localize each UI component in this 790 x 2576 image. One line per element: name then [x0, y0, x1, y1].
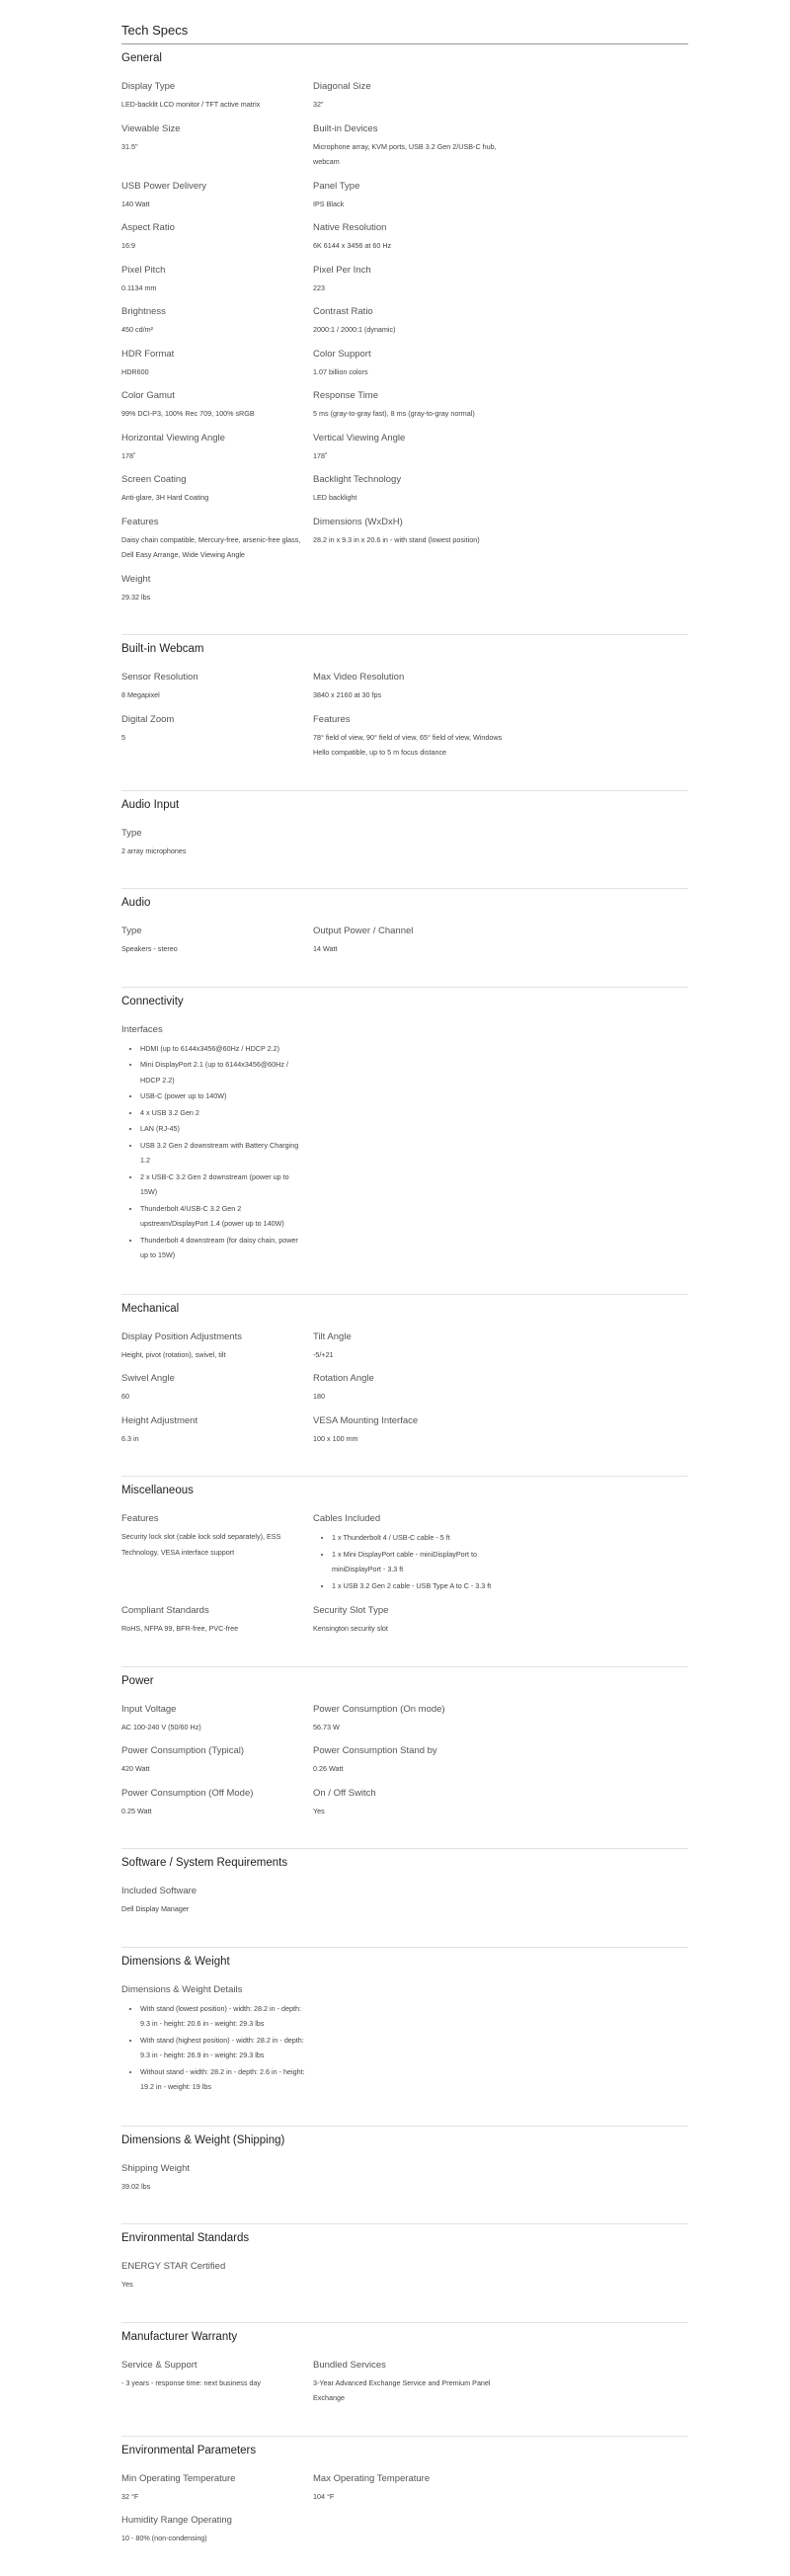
spec-label: Pixel Pitch	[121, 264, 166, 276]
spec-value: 99% DCI-P3, 100% Rec 709, 100% sRGB	[121, 409, 255, 418]
spec-item	[313, 432, 505, 464]
spec-value: 178˚	[313, 450, 328, 460]
spec-label: Type	[121, 827, 142, 839]
spec-label: Power Consumption Stand by	[313, 1745, 437, 1756]
spec-section	[121, 2323, 688, 2437]
spec-value: 29.32 lbs	[121, 592, 151, 602]
section-title: Dimensions & Weight	[121, 1955, 230, 1968]
page-title: Tech Specs	[121, 23, 688, 44]
spec-label: Pixel Per Inch	[313, 264, 371, 276]
spec-label: Contrast Ratio	[313, 306, 373, 317]
spec-value: Yes	[121, 2280, 133, 2289]
list-item: • USB-C (power up to 140W)	[140, 1088, 313, 1104]
spec-item	[313, 264, 505, 296]
spec-value: -5/+21	[313, 1349, 334, 1359]
spec-item	[313, 473, 505, 506]
section-title: Power	[121, 1674, 154, 1687]
spec-grid	[121, 671, 688, 770]
spec-value: 5	[121, 732, 125, 742]
spec-item	[121, 925, 313, 957]
spec-item	[121, 264, 313, 296]
list-item: • With stand (highest position) - width: 28.2 in - depth: 9.3 in - height: 26.9 in - weight: 29.3 lbs	[140, 2033, 313, 2063]
spec-item	[121, 573, 313, 605]
spec-value: 0.25 Watt	[121, 1806, 152, 1815]
list-item: • With stand (lowest position) - width: 28.2 in - depth: 9.3 in - height: 20.6 in - weight: 29.3 lbs	[140, 2001, 313, 2032]
spec-label: Sensor Resolution	[121, 672, 198, 683]
spec-value: 140 Watt	[121, 199, 150, 208]
spec-value: Speakers - stereo	[121, 944, 178, 953]
section-title: Manufacturer Warranty	[121, 2330, 238, 2343]
spec-label: HDR Format	[121, 348, 175, 360]
section-title: Audio Input	[121, 798, 180, 811]
spec-item	[121, 1330, 313, 1363]
spec-section	[121, 2224, 688, 2323]
spec-item	[121, 473, 313, 506]
spec-item	[121, 432, 313, 464]
spec-value: 5 ms (gray-to-gray fast), 8 ms (gray-to-gray normal)	[313, 409, 475, 418]
spec-value: 2 array microphones	[121, 845, 187, 855]
spec-value: 6K 6144 x 3456 at 60 Hz	[313, 241, 392, 250]
spec-section	[121, 889, 688, 988]
spec-value: Height, pivot (rotation), swivel, tilt	[121, 1349, 226, 1359]
spec-value: Microphone array, KVM ports, USB 3.2 Gen 2/USB-C hub, webcam	[313, 141, 497, 166]
spec-label: Rotation Angle	[313, 1373, 374, 1384]
spec-value: 8 Megapixel	[121, 690, 160, 699]
spec-grid	[121, 925, 688, 967]
spec-label: Brightness	[121, 306, 166, 317]
spec-item	[313, 180, 505, 212]
spec-item	[313, 80, 505, 113]
spec-value: 100 x 100 mm	[313, 1433, 358, 1443]
spec-label: Cables Included	[313, 1513, 381, 1524]
spec-list	[121, 1041, 313, 1263]
spec-item	[121, 1983, 313, 2096]
spec-grid	[121, 827, 688, 869]
spec-item	[313, 2472, 505, 2505]
spec-item	[313, 1604, 505, 1637]
spec-value: Daisy chain compatible, Mercury-free, arsenic-free glass, Dell Easy Arrange, Wide Viewing Angle	[121, 534, 301, 559]
spec-item	[121, 1604, 313, 1637]
spec-grid	[121, 80, 688, 614]
spec-grid	[121, 1330, 688, 1457]
spec-label: VESA Mounting Interface	[313, 1414, 419, 1426]
spec-value: 3840 x 2160 at 30 fps	[313, 690, 382, 699]
spec-value: 39.02 lbs	[121, 2181, 151, 2191]
list-item: • 1 x Mini DisplayPort cable - miniDisplayPort to miniDisplayPort - 3.3 ft	[332, 1547, 505, 1577]
spec-section	[121, 988, 688, 1295]
spec-item	[313, 516, 505, 563]
spec-value: 104 °F	[313, 2491, 335, 2501]
spec-value: 60	[121, 1392, 129, 1401]
spec-item	[313, 122, 505, 170]
section-title: Miscellaneous	[121, 1485, 194, 1496]
spec-value: 32 °F	[121, 2491, 139, 2501]
spec-label: Height Adjustment	[121, 1414, 198, 1426]
spec-grid	[121, 1885, 688, 1927]
section-title: Mechanical	[121, 1302, 180, 1315]
section-title: Dimensions & Weight (Shipping)	[121, 2133, 285, 2146]
spec-label: Swivel Angle	[121, 1373, 175, 1384]
spec-item	[313, 348, 505, 380]
spec-item	[121, 1372, 313, 1405]
spec-label: On / Off Switch	[313, 1787, 376, 1799]
spec-value: 180	[313, 1392, 325, 1401]
spec-label: Digital Zoom	[121, 713, 175, 725]
spec-label: Included Software	[121, 1886, 198, 1896]
spec-value: - 3 years - response time: next business day	[121, 2377, 262, 2387]
spec-value: IPS Black	[313, 199, 345, 208]
spec-item	[121, 2359, 313, 2406]
spec-value: Security lock slot (cable lock sold separately), ESS Technology, VESA interface support	[121, 1532, 281, 1557]
spec-value: 450 cd/m²	[121, 325, 153, 334]
spec-item	[121, 1703, 313, 1735]
spec-value: 3-Year Advanced Exchange Service and Premium Panel Exchange	[313, 2377, 491, 2402]
spec-section	[121, 44, 688, 635]
list-item: • 4 x USB 3.2 Gen 2	[140, 1105, 313, 1121]
spec-list	[121, 2001, 313, 2095]
spec-value: 78° field of view, 90° field of view, 65° field of view, Windows Hello compatible, up to 5 m focus distance	[313, 732, 503, 757]
spec-section	[121, 635, 688, 791]
spec-item	[313, 1330, 505, 1363]
spec-item	[121, 348, 313, 380]
spec-value: 31.5"	[121, 141, 138, 151]
spec-label: Display Type	[121, 81, 176, 92]
spec-item	[121, 122, 313, 170]
list-item: • HDMI (up to 6144x3456@60Hz / HDCP 2.2)	[140, 1041, 313, 1057]
spec-value: LED-backlit LCD monitor / TFT active matrix	[121, 100, 261, 109]
spec-label: Input Voltage	[121, 1703, 177, 1715]
spec-label: Viewable Size	[121, 122, 181, 134]
spec-item	[313, 671, 505, 703]
section-title: Software / System Requirements	[121, 1857, 288, 1869]
list-item: • 2 x USB-C 3.2 Gen 2 downstream (power up to 15W)	[140, 1169, 313, 1200]
spec-grid	[121, 1703, 688, 1829]
spec-label: Shipping Weight	[121, 2162, 191, 2174]
spec-value: Yes	[313, 1806, 325, 1815]
list-item: • LAN (RJ-45)	[140, 1121, 313, 1137]
spec-section	[121, 1667, 688, 1850]
spec-label: Display Position Adjustments	[121, 1330, 242, 1342]
spec-item	[121, 713, 313, 761]
spec-label: ENERGY STAR Certified	[121, 2261, 226, 2272]
spec-item	[313, 2359, 505, 2406]
spec-label: Max Operating Temperature	[313, 2472, 431, 2484]
spec-value: 0.1134 mm	[121, 282, 157, 292]
spec-label: Native Resolution	[313, 222, 387, 233]
spec-value: Kensington security slot	[313, 1624, 388, 1633]
spec-item	[313, 1372, 505, 1405]
spec-item	[121, 516, 313, 563]
spec-item	[313, 1512, 505, 1594]
spec-item	[313, 713, 505, 761]
spec-label: Features	[313, 713, 351, 725]
spec-label: Dimensions & Weight Details	[121, 1983, 243, 1995]
spec-value: 56.73 W	[313, 1722, 340, 1731]
list-item: • Mini DisplayPort 2.1 (up to 6144x3456@60Hz / HDCP 2.2)	[140, 1057, 313, 1087]
spec-item	[121, 389, 313, 422]
spec-value: 6.3 in	[121, 1433, 139, 1443]
spec-item	[121, 1414, 313, 1447]
section-title: Environmental Standards	[121, 2232, 250, 2244]
list-item: • 1 x USB 3.2 Gen 2 cable - USB Type A to C - 3.3 ft	[332, 1578, 505, 1594]
spec-grid	[121, 1983, 688, 2106]
spec-label: Horizontal Viewing Angle	[121, 432, 225, 443]
spec-label: Bundled Services	[313, 2359, 386, 2371]
spec-label: Tilt Angle	[313, 1330, 352, 1342]
spec-item	[121, 2162, 313, 2195]
spec-label: Humidity Range Operating	[121, 2515, 232, 2526]
spec-grid	[121, 1023, 688, 1274]
spec-grid	[121, 1512, 688, 1647]
spec-value: LED backlight	[313, 493, 357, 502]
spec-item	[121, 671, 313, 703]
list-item: • Without stand - width: 28.2 in - depth: 2.6 in - height: 19.2 in - weight: 19 lbs	[140, 2064, 313, 2095]
spec-label: Response Time	[313, 390, 379, 401]
spec-section	[121, 1477, 688, 1667]
spec-value: 28.2 in x 9.3 in x 20.6 in - with stand (lowest position)	[313, 534, 480, 544]
spec-item	[121, 1512, 313, 1594]
spec-label: Built-in Devices	[313, 122, 378, 134]
spec-label: Dimensions (WxDxH)	[313, 516, 403, 527]
spec-value: 10 - 80% (non-condensing)	[121, 2534, 207, 2542]
spec-label: Power Consumption (On mode)	[313, 1703, 445, 1715]
spec-label: Type	[121, 926, 142, 936]
spec-grid	[121, 2359, 688, 2416]
spec-label: Power Consumption (Off Mode)	[121, 1787, 254, 1799]
spec-label: Backlight Technology	[313, 474, 402, 485]
spec-label: Interfaces	[121, 1023, 163, 1035]
spec-item	[313, 1414, 505, 1447]
spec-value: Anti-glare, 3H Hard Coating	[121, 493, 209, 502]
list-item: • Thunderbolt 4/USB-C 3.2 Gen 2 upstream/DisplayPort 1.4 (power up to 140W)	[140, 1201, 313, 1232]
section-title: Audio	[121, 897, 151, 909]
spec-list	[313, 1530, 505, 1593]
spec-label: Features	[121, 516, 159, 527]
spec-sections	[121, 44, 688, 2576]
spec-value: Dell Display Manager	[121, 1904, 190, 1913]
spec-label: Aspect Ratio	[121, 222, 175, 233]
spec-label: Compliant Standards	[121, 1605, 209, 1616]
spec-label: Color Support	[313, 348, 371, 360]
spec-label: Vertical Viewing Angle	[313, 432, 406, 443]
spec-grid	[121, 2260, 688, 2302]
spec-value: 223	[313, 282, 325, 292]
spec-item	[121, 221, 313, 254]
spec-value: 2000:1 / 2000:1 (dynamic)	[313, 325, 396, 334]
spec-value: 32"	[313, 100, 324, 109]
spec-value: 14 Watt	[313, 944, 338, 953]
spec-item	[121, 1023, 313, 1264]
spec-section	[121, 1295, 688, 1478]
spec-item	[121, 2260, 313, 2293]
spec-label: Weight	[121, 573, 151, 585]
spec-value: 420 Watt	[121, 1764, 150, 1773]
spec-item	[313, 389, 505, 422]
spec-item	[313, 305, 505, 338]
spec-label: Color Gamut	[121, 390, 175, 401]
spec-section	[121, 1948, 688, 2127]
spec-label: Min Operating Temperature	[121, 2472, 236, 2484]
spec-value: 16:9	[121, 241, 135, 250]
spec-value: HDR600	[121, 366, 149, 376]
spec-label: Max Video Resolution	[313, 672, 405, 683]
spec-value: 0.26 Watt	[313, 1764, 344, 1773]
spec-label: USB Power Delivery	[121, 180, 207, 192]
section-title: General	[121, 52, 162, 64]
spec-item	[121, 80, 313, 113]
spec-label: Service & Support	[121, 2359, 198, 2371]
spec-section	[121, 791, 688, 890]
spec-grid	[121, 2472, 688, 2556]
spec-value: RoHS, NFPA 99, BFR-free, PVC-free	[121, 1624, 239, 1633]
tech-specs-container	[121, 0, 688, 2576]
spec-item	[121, 2472, 313, 2505]
section-title: Environmental Parameters	[121, 2444, 257, 2456]
spec-item	[313, 1787, 505, 1819]
list-item: • Thunderbolt 4 downstream (for daisy chain, power up to 15W)	[140, 1233, 313, 1263]
spec-item	[121, 180, 313, 212]
spec-section	[121, 2437, 688, 2576]
spec-grid	[121, 2162, 688, 2205]
spec-label: Features	[121, 1513, 159, 1524]
spec-section	[121, 2127, 688, 2225]
spec-item	[121, 1885, 313, 1917]
spec-item	[121, 2514, 313, 2546]
spec-item	[121, 1744, 313, 1777]
spec-item	[313, 925, 505, 957]
spec-value: 178˚	[121, 450, 136, 460]
spec-section	[121, 1849, 688, 1948]
spec-label: Screen Coating	[121, 474, 187, 485]
spec-item	[313, 1703, 505, 1735]
spec-item	[313, 1744, 505, 1777]
spec-item	[313, 221, 505, 254]
list-item: • USB 3.2 Gen 2 downstream with Battery Charging 1.2	[140, 1138, 313, 1168]
spec-label: Panel Type	[313, 180, 360, 192]
spec-item	[121, 1787, 313, 1819]
spec-label: Power Consumption (Typical)	[121, 1745, 245, 1756]
spec-label: Security Slot Type	[313, 1605, 389, 1616]
spec-item	[121, 827, 313, 859]
spec-label: Diagonal Size	[313, 81, 371, 92]
section-title: Connectivity	[121, 995, 184, 1007]
spec-item	[121, 305, 313, 338]
spec-label: Output Power / Channel	[313, 926, 414, 936]
spec-value: AC 100-240 V (50/60 Hz)	[121, 1722, 201, 1731]
list-item: • 1 x Thunderbolt 4 / USB-C cable - 5 ft	[332, 1530, 505, 1546]
spec-value: 1.07 billion colors	[313, 366, 368, 376]
section-title: Built-in Webcam	[121, 643, 204, 655]
